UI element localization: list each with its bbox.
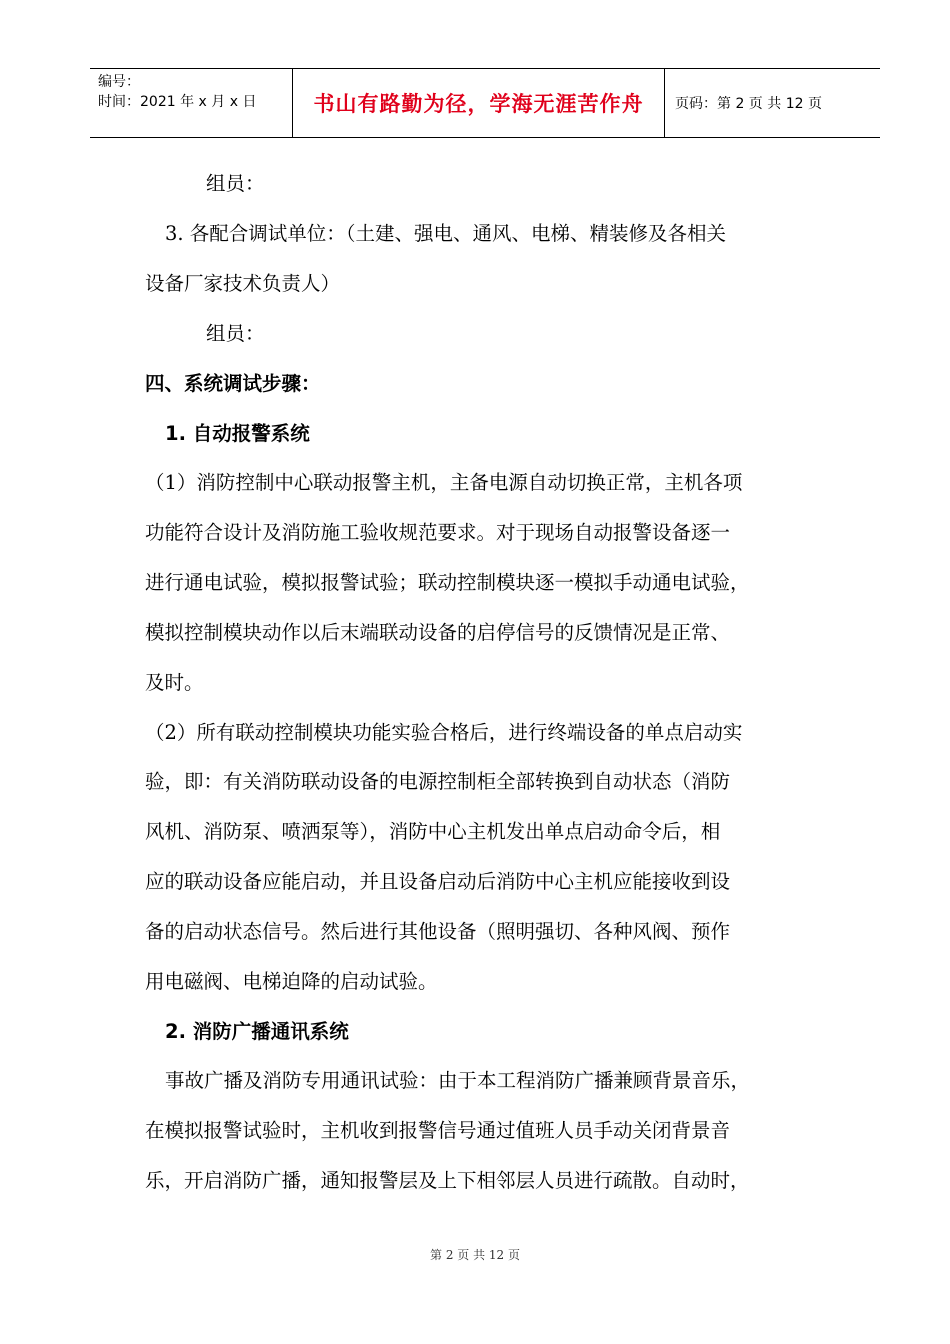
text-line: 3. 各配合调试单位：（土建、强电、通风、电梯、精装修及各相关 [165,222,727,245]
page-header [90,68,880,138]
header-page-number: 页码：第 2 页 共 12 页 [675,96,822,112]
text-line: 组员： [206,172,265,195]
text-line: 进行通电试验，模拟报警试验；联动控制模块逐一模拟手动通电试验， [145,571,750,594]
section-heading: 四、系统调试步骤： [145,372,321,395]
text-line: （2）所有联动控制模块功能实验合格后，进行终端设备的单点启动实 [145,721,743,744]
text-line: 功能符合设计及消防施工验收规范要求。对于现场自动报警设备逐一 [145,521,731,544]
document-number-label: 编号： [98,74,140,90]
text-line: （1）消防控制中心联动报警主机，主备电源自动切换正常，主机各项 [145,471,743,494]
text-line: 在模拟报警试验时，主机收到报警信号通过值班人员手动关闭背景音 [145,1119,731,1142]
page-footer: 第 2 页 共 12 页 [430,1248,520,1262]
text-line: 组员： [206,322,265,345]
subsection-heading: 1. 自动报警系统 [165,422,310,445]
text-line: 用电磁阀、电梯迫降的启动试验。 [145,970,438,993]
text-line: 应的联动设备应能启动，并且设备启动后消防中心主机应能接收到设 [145,870,731,893]
header-motto-cell [292,69,665,137]
text-line: 事故广播及消防专用通讯试验：由于本工程消防广播兼顾背景音乐， [165,1069,751,1092]
text-line: 模拟控制模块动作以后末端联动设备的启停信号的反馈情况是正常、 [145,621,731,644]
text-line: 备的启动状态信号。然后进行其他设备（照明强切、各种风阀、预作 [145,920,731,943]
text-line: 及时。 [145,671,204,694]
text-line: 乐，开启消防广播，通知报警层及上下相邻层人员进行疏散。自动时， [145,1169,750,1192]
subsection-heading: 2. 消防广播通讯系统 [165,1020,349,1043]
text-line: 风机、消防泵、喷洒泵等），消防中心主机发出单点启动命令后，相 [145,820,721,843]
header-motto: 书山有路勤为径，学海无涯苦作舟 [313,92,644,116]
text-line: 验，即：有关消防联动设备的电源控制柜全部转换到自动状态（消防 [145,770,731,793]
text-line: 设备厂家技术负责人） [145,272,341,295]
header-page-cell [665,69,880,137]
header-left-cell [90,69,292,137]
document-date: 时间：2021 年 x 月 x 日 [98,94,257,110]
